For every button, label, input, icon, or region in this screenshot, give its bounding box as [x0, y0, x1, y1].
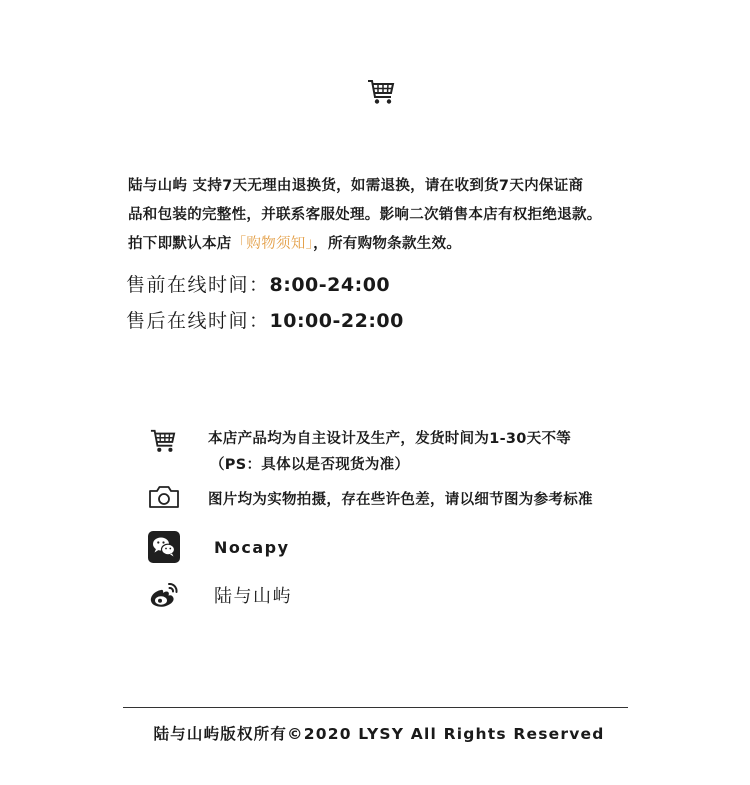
- weibo-name: 陆与山屿: [214, 586, 292, 607]
- aftersale-hours-time: 10:00-22:00: [269, 310, 404, 332]
- aftersale-hours-label: 售后在线时间：: [126, 310, 270, 332]
- shopping-cart-icon: [366, 78, 396, 106]
- presale-hours-label: 售前在线时间：: [126, 274, 270, 296]
- policy-line-3: [128, 230, 648, 259]
- presale-hours: [126, 270, 390, 297]
- shopping-cart-icon: [148, 428, 180, 460]
- copyright-text: 陆与山屿版权所有©2020 LYSY All Rights Reserved: [153, 725, 605, 743]
- production-info-note: （PS：具体以是否现货为准）: [210, 457, 410, 473]
- photo-info-text: 图片均为实物拍摄，存在些许色差，请以细节图为参考标准: [208, 492, 593, 508]
- production-info-text: 本店产品均为自主设计及生产，发货时间为1-30天不等: [208, 431, 572, 447]
- footer-divider: [123, 707, 628, 708]
- wechat-icon: [148, 531, 180, 563]
- aftersale-hours: [126, 306, 404, 333]
- policy-line-1: 陆与山屿 支持7天无理由退换货，如需退换，请在收到货7天内保证商: [128, 178, 584, 194]
- policy-line-3-before: 拍下即默认本店: [128, 236, 232, 252]
- policy-line-3-after: ，所有购物条款生效。: [313, 236, 462, 252]
- wechat-id: Nocapy: [214, 538, 290, 557]
- camera-icon: [148, 485, 180, 517]
- weibo-icon: [148, 580, 180, 612]
- shopping-notice-link[interactable]: 「购物须知」: [231, 236, 314, 252]
- presale-hours-time: 8:00-24:00: [269, 274, 391, 296]
- return-policy-text: [128, 172, 648, 259]
- policy-line-2: 品和包装的完整性，并联系客服处理。影响二次销售本店有权拒绝退款。: [128, 207, 602, 223]
- production-info: [208, 426, 571, 478]
